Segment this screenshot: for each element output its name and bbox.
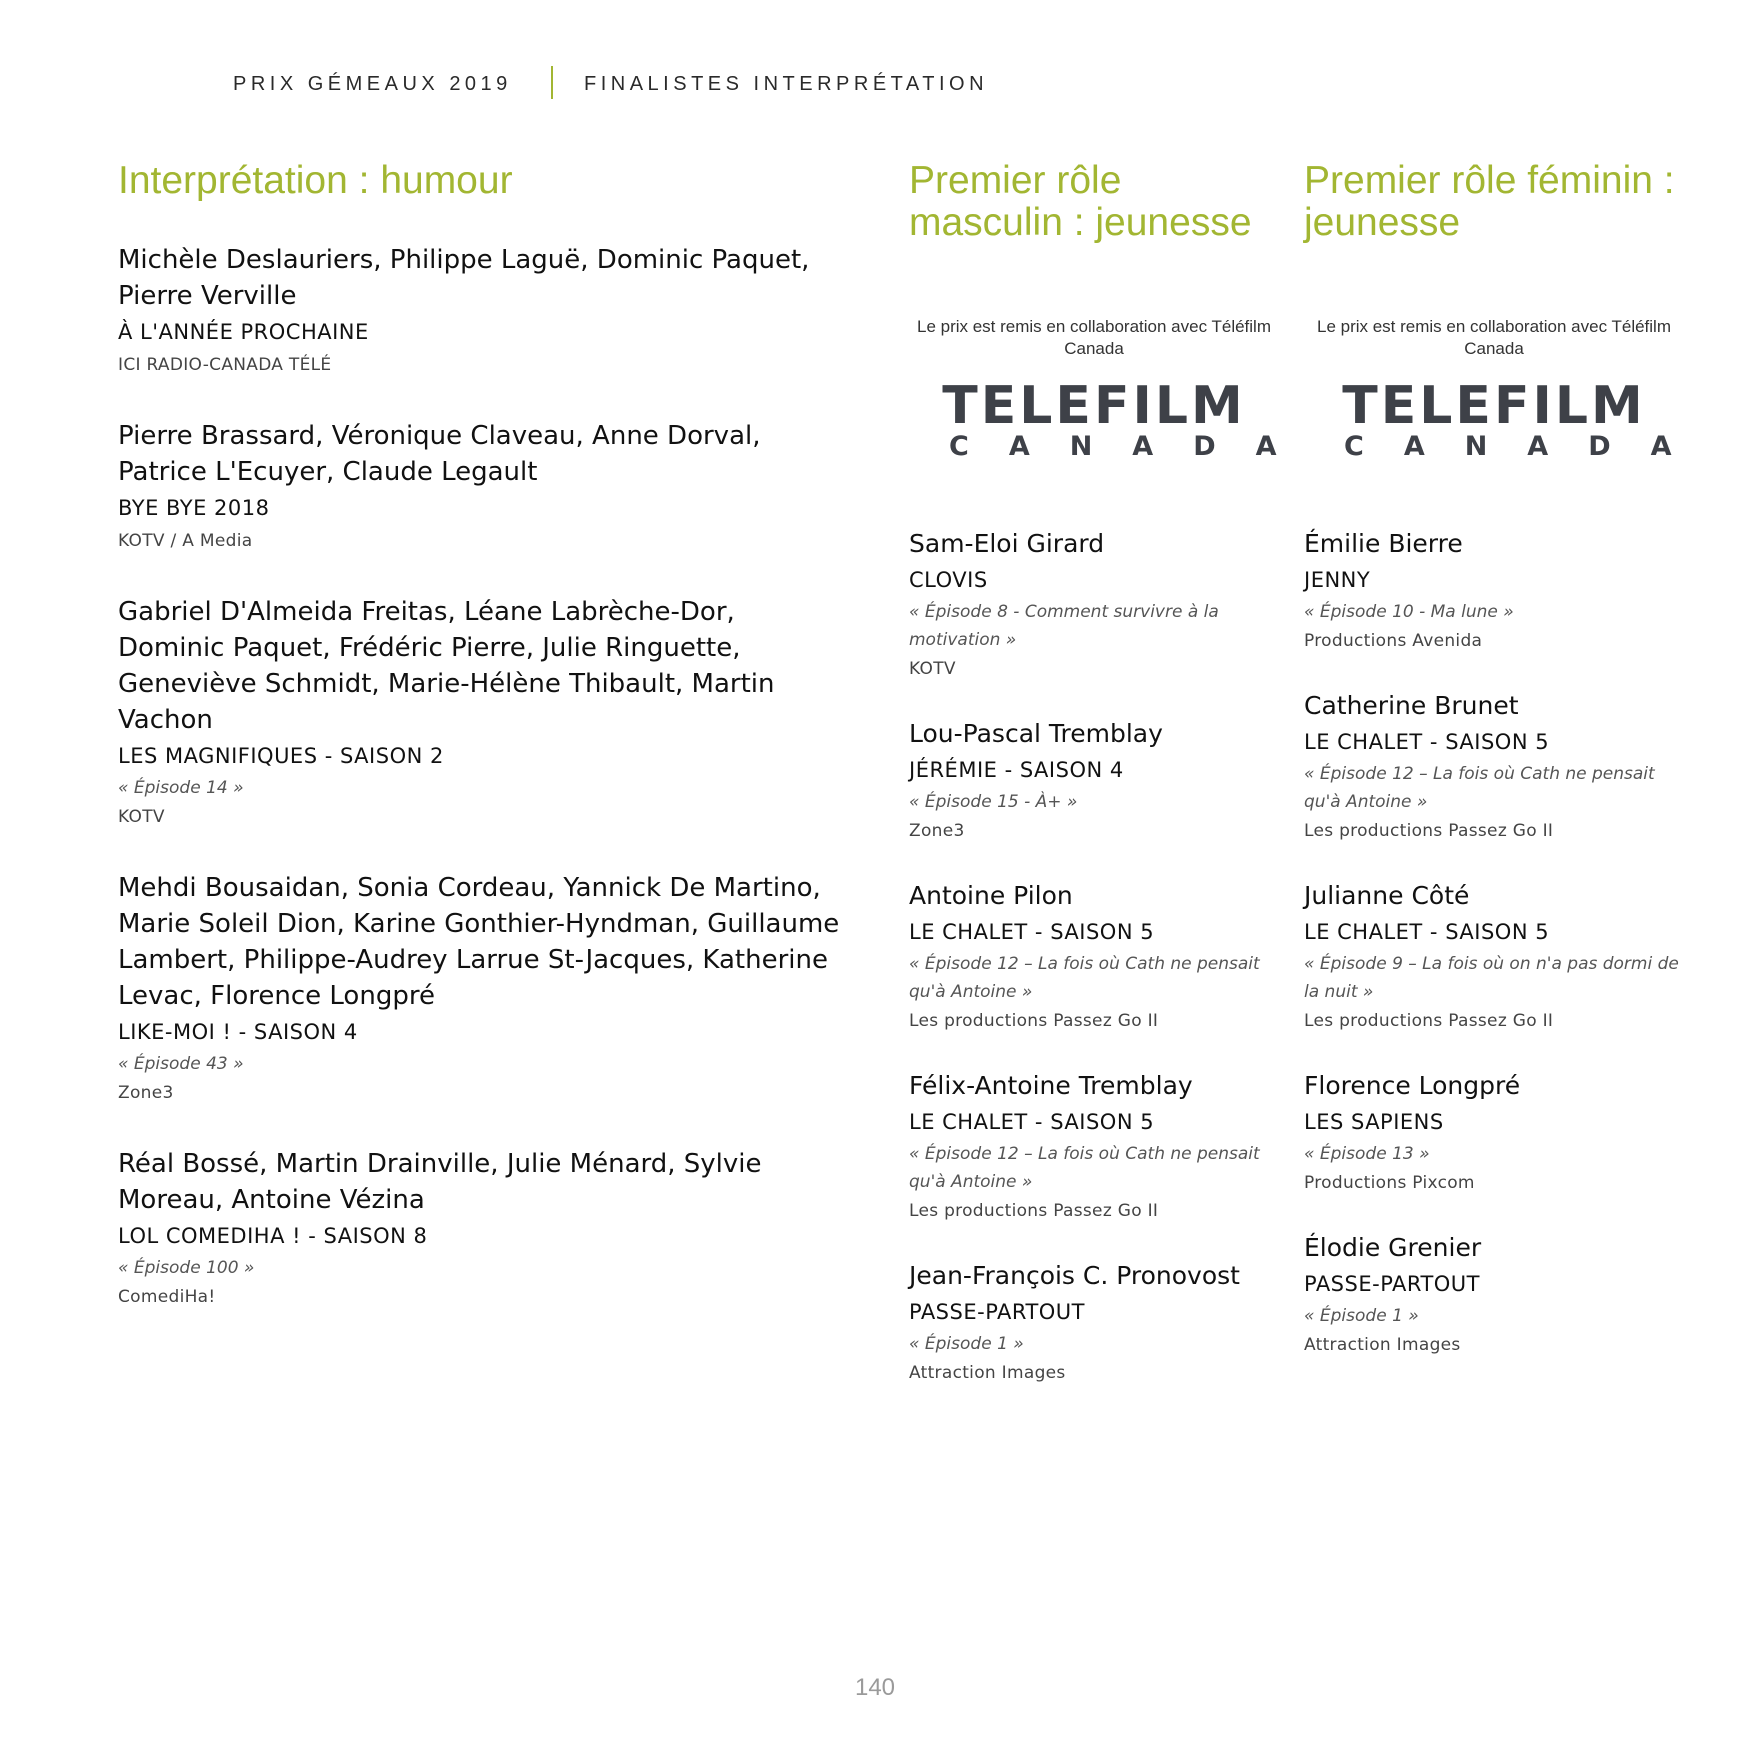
category-title: Premier rôle masculin : jeunesse [909, 159, 1252, 244]
show-title: LOL COMEDIHA ! - SAISON 8 [118, 1224, 428, 1248]
show-title: CLOVIS [909, 568, 988, 592]
nominee-names: Pierre Brassard, Véronique Claveau, Anne Dorval, Patrice L'Ecuyer, Claude Legault [118, 421, 761, 487]
producer: Les productions Passez Go II [1304, 1011, 1554, 1031]
episode-title: « Épisode 13 » [1304, 1144, 1430, 1164]
nominee-names: Catherine Brunet [1304, 691, 1519, 720]
producer: Les productions Passez Go II [909, 1201, 1159, 1221]
episode-title: « Épisode 12 – La fois où Cath ne pensait qu'à Antoine » [909, 1144, 1260, 1192]
nominee-entry [1304, 688, 1684, 846]
show-title: PASSE-PARTOUT [909, 1300, 1085, 1324]
nominee-entry [118, 594, 848, 832]
show-title: LE CHALET - SAISON 5 [909, 1110, 1155, 1134]
producer: Productions Avenida [1304, 631, 1483, 651]
episode-title: « Épisode 100 » [118, 1258, 255, 1278]
producer: ComediHa! [118, 1287, 216, 1307]
nominee-entry [909, 1068, 1279, 1226]
producer: Zone3 [118, 1083, 174, 1103]
episode-title: « Épisode 14 » [118, 778, 244, 798]
nominee-names: Gabriel D'Almeida Freitas, Léane Labrèche-Dor, Dominic Paquet, Frédéric Pierre, Julie Ringuette, Geneviève Schmidt, Marie-Hélène Thibault, Martin Vachon [118, 597, 775, 735]
show-title: LE CHALET - SAISON 5 [909, 920, 1155, 944]
producer: Zone3 [909, 821, 965, 841]
producer: ICI RADIO-CANADA TÉLÉ [118, 355, 332, 375]
nominee-entry [909, 526, 1279, 684]
collaboration-note: Le prix est remis en collaboration avec Téléfilm Canada [916, 317, 1271, 358]
nominee-names: Antoine Pilon [909, 881, 1073, 910]
nominee-entry [118, 242, 848, 380]
category-lead-male-youth [909, 159, 1317, 1420]
telefilm-logo [909, 376, 1317, 476]
episode-title: « Épisode 1 » [909, 1334, 1024, 1354]
producer: Productions Pixcom [1304, 1173, 1475, 1193]
producer: KOTV [118, 807, 165, 827]
nominee-entry [1304, 1230, 1684, 1360]
nominee-names: Réal Bossé, Martin Drainville, Julie Ménard, Sylvie Moreau, Antoine Vézina [118, 1149, 762, 1215]
episode-title: « Épisode 12 – La fois où Cath ne pensait qu'à Antoine » [909, 954, 1260, 1002]
producer: KOTV / A Media [118, 531, 253, 551]
nominee-names: Félix-Antoine Tremblay [909, 1071, 1193, 1100]
show-title: À L'ANNÉE PROCHAINE [118, 320, 369, 344]
nominee-entry [1304, 526, 1684, 656]
nominee-entry [118, 1146, 848, 1312]
producer: Les productions Passez Go II [909, 1011, 1159, 1031]
category-title: Interprétation : humour [118, 159, 513, 202]
nominee-names: Élodie Grenier [1304, 1233, 1482, 1262]
show-title: LES SAPIENS [1304, 1110, 1444, 1134]
episode-title: « Épisode 10 - Ma lune » [1304, 602, 1514, 622]
producer: Les productions Passez Go II [1304, 821, 1554, 841]
producer: Attraction Images [1304, 1335, 1461, 1355]
nominee-entry [118, 870, 848, 1108]
category-humour [118, 160, 848, 1350]
nominee-entry [1304, 1068, 1684, 1198]
show-title: JENNY [1304, 568, 1371, 592]
telefilm-logo [1304, 376, 1712, 476]
entry-list [909, 526, 1279, 1388]
collaboration-note: Le prix est remis en collaboration avec Téléfilm Canada [1316, 317, 1671, 358]
show-title: LES MAGNIFIQUES - SAISON 2 [118, 744, 444, 768]
header-title: PRIX GÉMEAUX 2019 [233, 73, 512, 95]
entry-list [118, 242, 848, 1312]
episode-title: « Épisode 9 – La fois où on n'a pas dormi de la nuit » [1304, 954, 1679, 1002]
nominee-names: Lou-Pascal Tremblay [909, 719, 1163, 748]
show-title: LE CHALET - SAISON 5 [1304, 920, 1550, 944]
show-title: JÉRÉMIE - SAISON 4 [909, 758, 1124, 782]
entry-list [1304, 526, 1684, 1360]
page-number: 140 [854, 1674, 896, 1701]
show-title: PASSE-PARTOUT [1304, 1272, 1480, 1296]
nominee-names: Mehdi Bousaidan, Sonia Cordeau, Yannick De Martino, Marie Soleil Dion, Karine Gonthier-Hyndman, Guillaume Lambert, Philippe-Audrey Larrue St-Jacques, Katherine Levac, Florence Longpré [118, 873, 840, 1011]
category-title: Premier rôle féminin : jeunesse [1304, 159, 1675, 244]
category-lead-female-youth [1304, 159, 1712, 1392]
nominee-names: Émilie Bierre [1304, 529, 1463, 558]
nominee-entry [909, 878, 1279, 1036]
episode-title: « Épisode 12 – La fois où Cath ne pensait qu'à Antoine » [1304, 764, 1655, 812]
logo-subtitle: CANADA [1344, 431, 1712, 462]
show-title: BYE BYE 2018 [118, 496, 270, 520]
header-section: FINALISTES INTERPRÉTATION [584, 73, 989, 95]
nominee-names: Julianne Côté [1304, 881, 1470, 910]
nominee-entry [909, 716, 1279, 846]
nominee-names: Jean-François C. Pronovost [909, 1261, 1240, 1290]
nominee-names: Florence Longpré [1304, 1071, 1521, 1100]
episode-title: « Épisode 1 » [1304, 1306, 1419, 1326]
header-divider [551, 66, 553, 99]
nominee-names: Michèle Deslauriers, Philippe Laguë, Dominic Paquet, Pierre Verville [118, 245, 810, 311]
logo-wordmark: TELEFILM [1342, 376, 1646, 436]
nominee-entry [118, 418, 848, 556]
episode-title: « Épisode 43 » [118, 1054, 244, 1074]
producer: KOTV [909, 659, 956, 679]
show-title: LIKE-MOI ! - SAISON 4 [118, 1020, 358, 1044]
episode-title: « Épisode 8 - Comment survivre à la motivation » [909, 602, 1219, 650]
nominee-names: Sam-Eloi Girard [909, 529, 1105, 558]
episode-title: « Épisode 15 - À+ » [909, 792, 1078, 812]
logo-wordmark: TELEFILM [942, 376, 1246, 436]
nominee-entry [1304, 878, 1684, 1036]
nominee-entry [909, 1258, 1279, 1388]
show-title: LE CHALET - SAISON 5 [1304, 730, 1550, 754]
logo-subtitle: CANADA [949, 431, 1317, 462]
producer: Attraction Images [909, 1363, 1066, 1383]
